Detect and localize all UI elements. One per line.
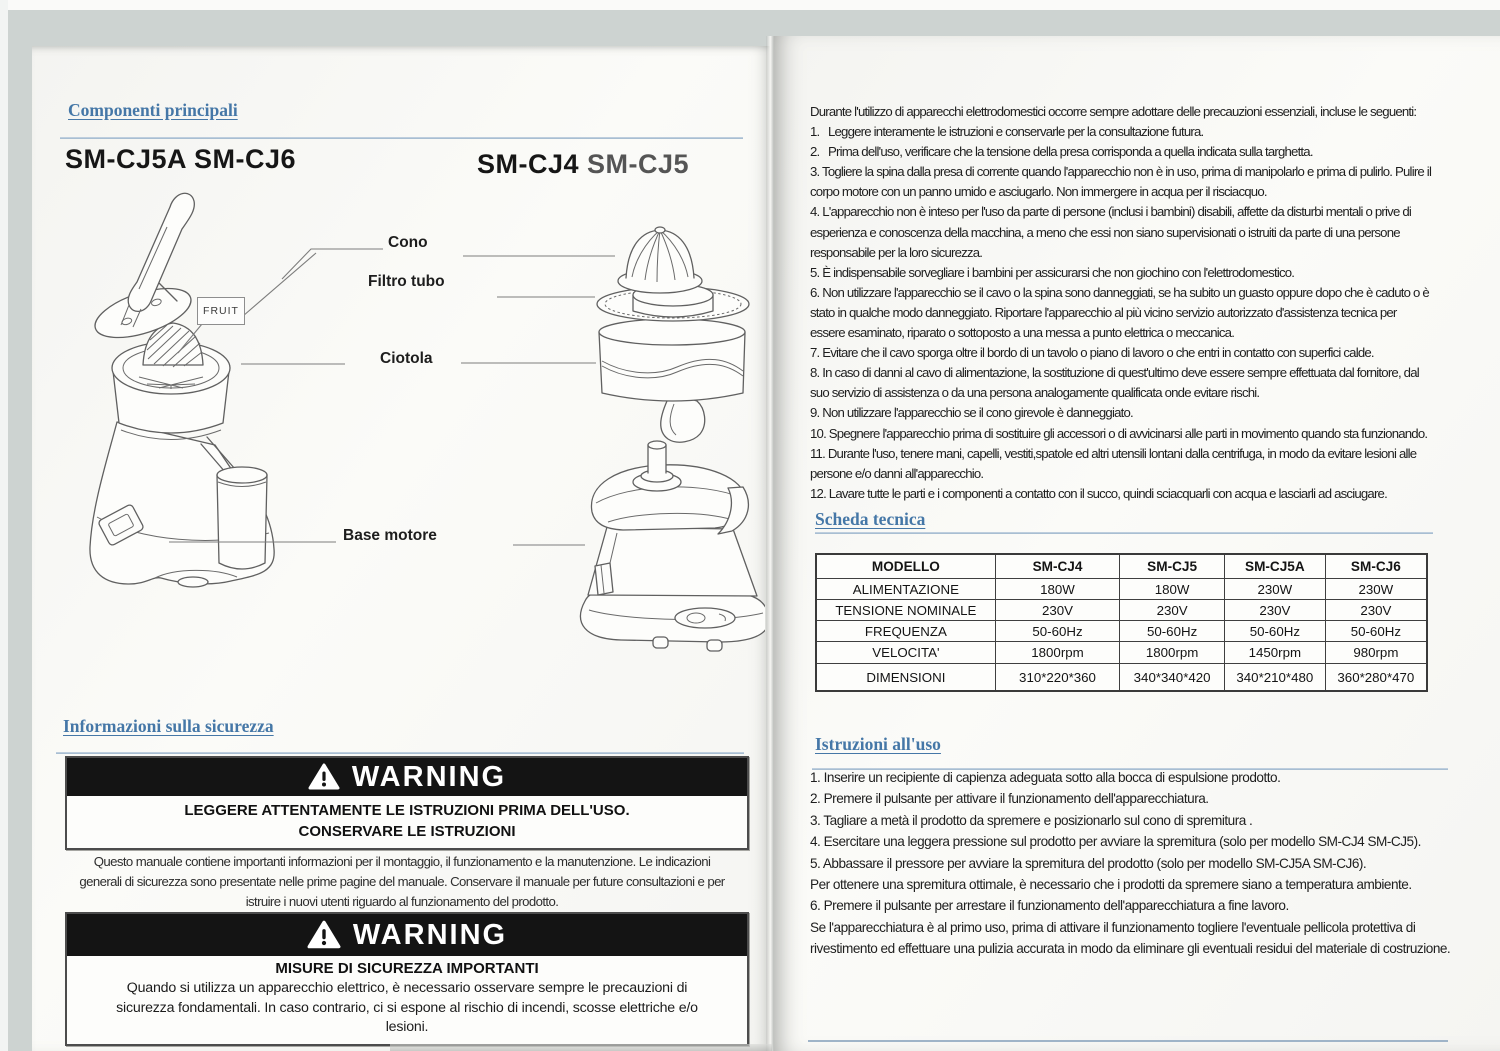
fruit-callout-box: FRUIT [197,297,245,325]
table-cell: 1450rpm [1224,642,1325,664]
text-line: 1. Leggere interamente le istruzioni e conservarle per la consultazione futura. [810,124,1204,140]
text-line: 6. Non utilizzare l'apparecchio se il cavo o la spina sono danneggiati, se ha subito un guasto oppure dopo che è caduto o è [810,284,1429,300]
table-cell: 980rpm [1325,642,1427,664]
table-cell: VELOCITA' [816,642,995,664]
table-row [816,642,1427,664]
table-cell: 340*340*420 [1120,664,1225,692]
spec-table [815,553,1428,692]
part-label-filtro-tubo: Filtro tubo [368,273,445,290]
part-label-ciotola: Ciotola [380,350,433,367]
table-row [816,579,1427,600]
table-cell: 230V [1325,600,1427,621]
warning-text-line: CONSERVARE LE ISTRUZIONI [298,823,516,840]
warning-body [67,796,747,848]
text-line: corpo motore con un panno umido e asciugarlo. Non immergere in acqua per il risciacquo. [810,184,1267,200]
text-line: 12. Lavare tutte le parti e i componenti a contatto con il succo, quindi sciacquarli con acqua e lasciarli ad asciugare. [810,485,1387,501]
text-line: suo servizio di assistenza o da una persona analogamente qualificata onde evitare rischi. [810,385,1260,401]
safety-heading: Informazioni sulla sicurezza [63,716,274,736]
book-spine [766,36,774,1051]
heading-rule [56,752,744,754]
table-cell: 50-60Hz [995,621,1120,642]
table-header-cell: SM-CJ6 [1325,554,1427,579]
table-cell: ALIMENTAZIONE [816,579,995,600]
text-line: 2. Premere il pulsante per attivare il funzionamento dell'apparecchiatura. [810,791,1209,807]
part-label-base-motore: Base motore [343,527,437,544]
text-line: 9. Non utilizzare l'apparecchio se il cono girevole è danneggiato. [810,405,1133,421]
text-line: 11. Durante l'uso, tenere mani, capelli, vestiti,spatole ed altri utensili lontani dalla centrifuga, in modo da evitare lesioni alle [810,445,1417,461]
text-line: 3. Tagliare a metà il prodotto da spremere e posizionarlo sul cono di spremitura . [810,812,1253,828]
text-line: 1. Inserire un recipiente di capienza adeguata sotto alla bocca di espulsione prodotto. [810,770,1281,785]
text-line: 10. Spegnere l'apparecchio prima di sostituire gli accessori o di avvicinarsi alle parti in movimento quando sta funzionando. [810,425,1428,441]
table-cell: 230V [1224,600,1325,621]
table-header-cell: SM-CJ5 [1120,554,1225,579]
text-line: essere esaminato, riparato o sottoposto a una messa a punto elettrica o meccanica. [810,325,1235,341]
table-header-cell: SM-CJ5A [1224,554,1325,579]
table-row [816,621,1427,642]
text-line: 4. L'apparecchio non è inteso per l'uso da parte di persone (inclusi i bambini) disabili, affette da disturbi mentali o prive di [810,204,1412,220]
text-line: responsabile per la loro sicurezza. [810,244,983,260]
table-cell: 230V [995,600,1120,621]
table-cell: 180W [1120,579,1225,600]
table-cell: 230W [1325,579,1427,600]
lever-juicer-drawing [89,193,274,587]
heading-rule [60,137,743,139]
table-cell: 50-60Hz [1325,621,1427,642]
text-line: 3. Togliere la spina dalla presa di corrente quando l'apparecchio non è in uso, prima di manipolarlo e prima di pulirlo. Pulire il [810,164,1432,180]
text-line: 4. Esercitare una leggera pressione sul prodotto per avviare la spremitura (solo per modello SM-CJ4 SM-CJ5). [810,834,1421,850]
text-line: rivestimento ed effettuare una pulizia accurata in modo da eliminare gli eventuali residui del materiale di costruzione. [810,941,1451,957]
table-header-cell: SM-CJ4 [995,554,1120,579]
warning-title: WARNING [351,760,507,793]
table-row [816,600,1427,621]
text-line: stato in qualche modo danneggiato. Riportare l'apparecchio al più vicino servizio autorizzato d'assistenza tecnica per [810,304,1397,320]
components-heading: Componenti principali [68,100,238,120]
table-cell: 50-60Hz [1120,621,1225,642]
model-name: SM-CJ5 [587,149,690,179]
table-cell: 1800rpm [1120,642,1225,664]
table-cell: DIMENSIONI [816,664,995,692]
warning-box-2 [65,912,749,1046]
safety-instructions-list [810,102,1500,504]
exploded-juicer-drawing [581,227,766,651]
table-cell: 230W [1224,579,1325,600]
text-line: 5. È indispensabile sorvegliare i bambini per assicurarsi che non giochino con l'elettrodomestico. [810,264,1295,280]
text-line: 2. Prima dell'uso, verificare che la tensione della presa corrisponda a quella indicata sulla targhetta. [810,144,1313,160]
table-header-cell: MODELLO [816,554,995,579]
text-line: persone e/o danni all'apparecchio. [810,465,984,481]
table-cell: 230V [1120,600,1225,621]
warning-bar [67,914,747,956]
text-line: Per ottenere una spremitura ottimale, è necessario che i prodotti da spremere siano a temperatura ambiente. [810,877,1412,893]
table-cell: 340*210*480 [1224,664,1325,692]
table-header-row [816,554,1427,579]
safety-paragraph [58,852,746,912]
model-heading-right [477,149,689,180]
table-cell: 180W [995,579,1120,600]
exploded-parts-diagram [55,185,765,665]
warning-body [67,956,747,1044]
warning-subtitle: MISURE DI SICUREZZA IMPORTANTI [275,960,539,977]
table-cell: 1800rpm [995,642,1120,664]
text-line: Se l'apparecchiatura è al primo uso, prima di attivare il funzionamento togliere l'eventuale pellicola protettiva di [810,919,1416,935]
text-line: Durante l'utilizzo di apparecchi elettrodomestici occorre sempre adottare delle precauzioni essenziali, incluse le seguenti: [810,104,1417,119]
text-line: 7. Evitare che il cavo sporga oltre il bordo di un tavolo o piano di lavoro o che entri in contatto con superfici calde. [810,345,1374,361]
usage-instructions-list [810,767,1500,960]
text-line: generali di sicurezza sono presentate nelle prime pagine del manuale. Conservare il manuale per future consultazioni e per [79,874,725,889]
text-line: esperienza e conoscenza della macchina, a meno che essi non siano supervisionati o istruiti da parte di una persone [810,224,1400,240]
text-line: lesioni. [385,1019,429,1035]
table-cell: 360*280*470 [1325,664,1427,692]
text-line: 6. Premere il pulsante per arrestare il funzionamento dell'apparecchiatura a fine lavoro. [810,898,1289,914]
scheda-tecnica-heading: Scheda tecnica [815,509,926,529]
text-line: 8. In caso di danni al cavo di alimentazione, la sostituzione di quest'ultimo deve essere sempre effettuata dal fornitore, dal [810,365,1419,381]
model-name: SM-CJ4 [477,149,580,179]
table-cell: FREQUENZA [816,621,995,642]
table-row [816,664,1427,692]
text-line: sicurezza fondamentali. In caso contrario, ci si espone al rischio di incendi, scosse elettriche e/o [116,999,698,1016]
warning-text [77,979,737,1038]
warning-box-1 [65,756,749,850]
table-cell: 310*220*360 [995,664,1120,692]
scan-shadow [390,1044,772,1051]
text-line: 5. Abbassare il pressore per avviare la spremitura del prodotto (solo per modello SM-CJ5A SM-CJ6). [810,855,1367,871]
warning-text-line: LEGGERE ATTENTAMENTE LE ISTRUZIONI PRIMA DELL'USO. [184,802,630,819]
warning-title: WARNING [352,918,508,951]
text-line: istruire i nuovi utenti riguardo al funzionamento del prodotto. [245,894,559,909]
scanner-edge-left [0,0,8,1051]
warning-triangle-icon [308,763,340,791]
model-heading-left: SM-CJ5A SM-CJ6 [65,144,297,174]
istruzioni-heading: Istruzioni all'uso [815,734,941,754]
text-line: Questo manuale contiene importanti informazioni per il montaggio, il funzionamento e la manutenzione. Le indicazioni [93,854,711,869]
table-cell: 50-60Hz [1224,621,1325,642]
left-page [32,46,772,1051]
cup-drawing [217,467,267,569]
scanner-edge [0,0,1500,10]
warning-bar [67,758,747,796]
table-cell: TENSIONE NOMINALE [816,600,995,621]
warning-triangle-icon [307,920,341,950]
right-page [772,36,1500,1051]
part-label-cono: Cono [388,234,428,251]
text-line: Quando si utilizza un apparecchio elettrico, è necessario osservare sempre le precauzioni di [126,980,688,996]
heading-rule [815,532,1433,534]
section-rule [808,1040,1448,1042]
